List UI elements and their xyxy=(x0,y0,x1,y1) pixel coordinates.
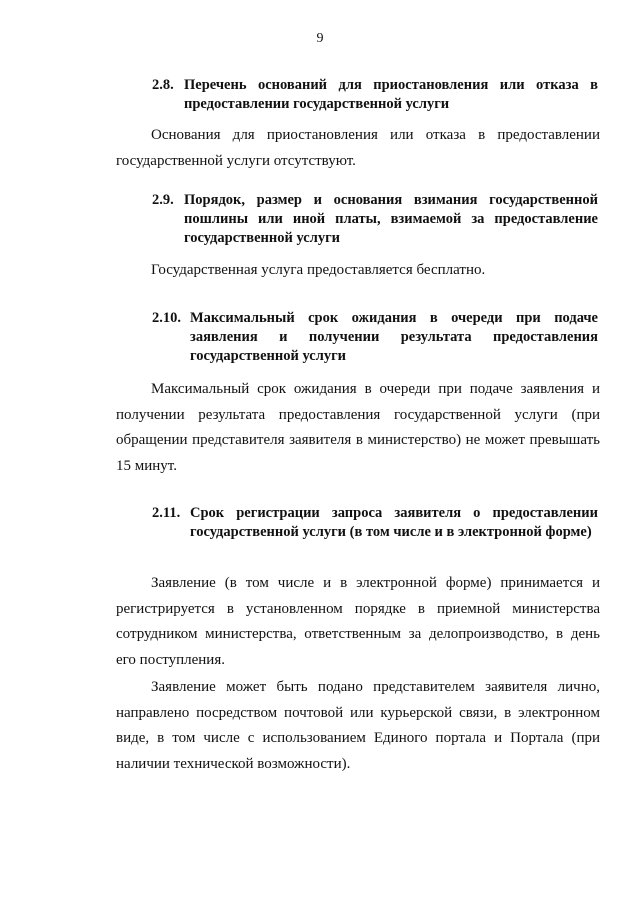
section-2-11-number: 2.11. xyxy=(152,505,181,521)
section-2-9-title: Порядок, размер и основания взимания государственной пошлины или иной платы, взимаемой за предоставление государственной услуги xyxy=(184,192,598,246)
section-2-10-heading xyxy=(152,309,598,366)
section-2-10-title: Максимальный срок ожидания в очереди при подаче заявления и получении результата предоставления государственной услуги xyxy=(190,310,598,364)
section-2-8-heading xyxy=(152,76,598,114)
section-2-9-paragraph: Государственная услуга предоставляется бесплатно. xyxy=(151,262,486,278)
section-2-8-title: Перечень оснований для приостановления или отказа в предоставлении государственной услуги xyxy=(184,77,598,112)
section-2-11-title: Срок регистрации запроса заявителя о предоставлении государственной услуги (в том числе и в электронной форме) xyxy=(190,505,598,540)
section-2-9-number: 2.9. xyxy=(152,192,174,208)
section-2-11-paragraph-2: Заявление может быть подано представителем заявителя лично, направлено посредством почтовой или курьерской связи, в электронном виде, в том числе с использованием Единого портала и Портала (при наличии технической возможности). xyxy=(116,679,600,772)
section-2-9-heading xyxy=(152,191,598,248)
section-2-8-paragraph: Основания для приостановления или отказа в предоставлении государственной услуги отсутствуют. xyxy=(116,127,600,169)
section-2-10-paragraph: Максимальный срок ожидания в очереди при подаче заявления и получении результата предоставления государственной услуги (при обращении представителя заявителя в министерство) не может превышать 15 минут. xyxy=(116,381,600,474)
section-2-11-paragraph-1: Заявление (в том числе и в электронной форме) принимается и регистрируется в установленном порядке в приемной министерства сотрудником министерства, ответственным за делопроизводство, в день его поступления. xyxy=(116,575,600,668)
section-2-8-number: 2.8. xyxy=(152,77,174,93)
section-2-11-heading xyxy=(152,504,598,542)
page-number: 9 xyxy=(316,31,324,46)
section-2-10-number: 2.10. xyxy=(152,310,181,326)
